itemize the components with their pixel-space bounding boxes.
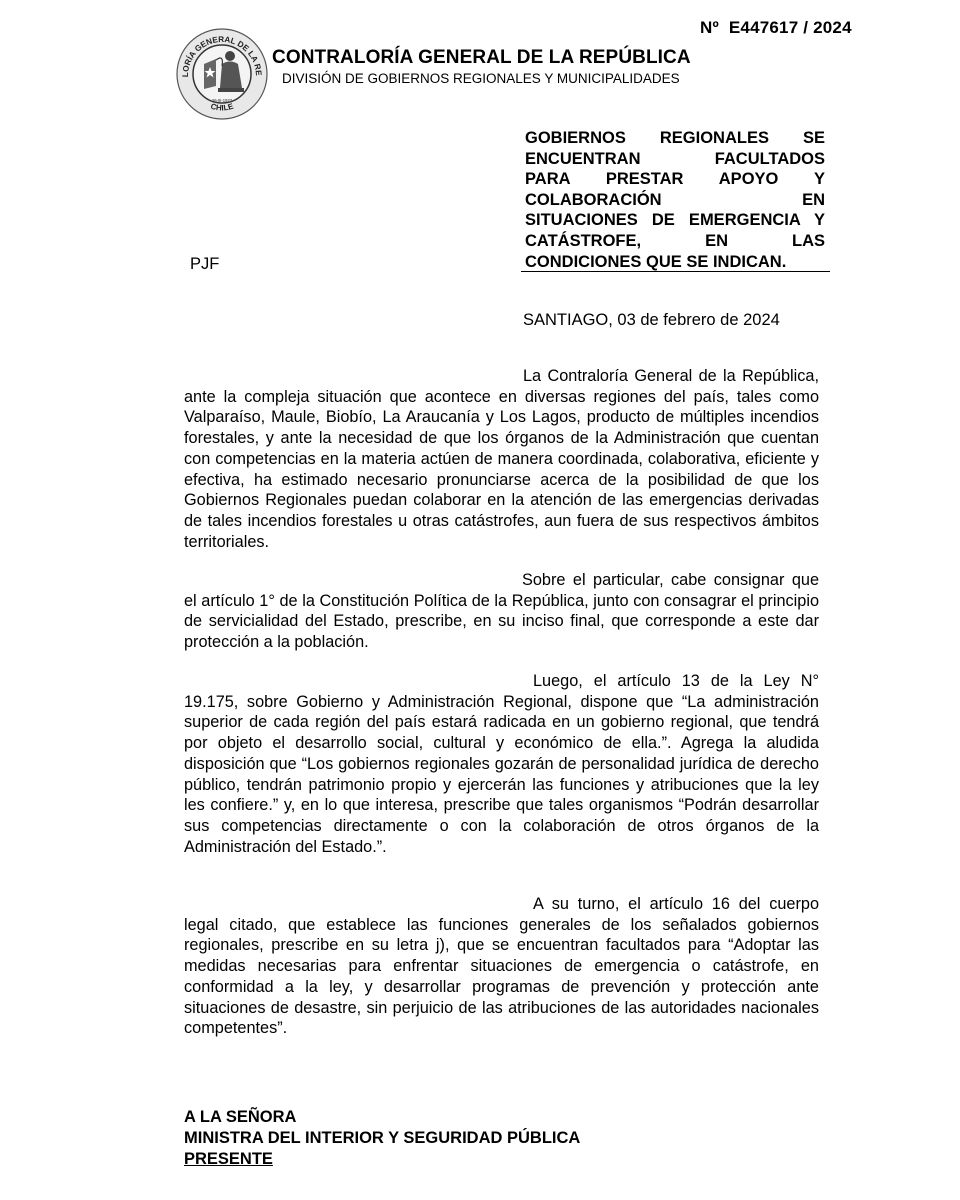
body-paragraph-1 bbox=[184, 366, 819, 552]
paragraph-text: Sobre el particular, cabe consignar que el artículo 1° de la Constitución Política de la República, junto con consagrar el principio de servicialidad del Estado, prescribe, en su inciso final, que corresponde a este dar protección a la población. bbox=[184, 571, 819, 652]
addressee-line-3: PRESENTE bbox=[184, 1150, 273, 1168]
seal-icon bbox=[172, 26, 272, 122]
body-paragraph-3 bbox=[184, 671, 819, 857]
addressee-line-2: MINISTRA DEL INTERIOR Y SEGURIDAD PÚBLICA bbox=[184, 1129, 581, 1147]
addressee-block bbox=[184, 1107, 580, 1170]
organization-name: CONTRALORÍA GENERAL DE LA REPÚBLICA bbox=[272, 47, 691, 68]
contraloria-seal-logo bbox=[172, 26, 272, 122]
document-number-value: E447617 / 2024 bbox=[728, 18, 852, 37]
subject-line: ENCUENTRAN FACULTADOS bbox=[525, 149, 825, 168]
seal-date: 26-III-1927 bbox=[211, 98, 233, 103]
body-paragraph-4 bbox=[184, 894, 819, 1039]
body-paragraph-2 bbox=[184, 570, 819, 653]
subject-line: COLABORACIÓN EN bbox=[525, 190, 825, 209]
subject-underline bbox=[521, 271, 830, 272]
document-number bbox=[700, 18, 852, 38]
seal-ring-text-top: LORÍA GENERAL DE LA RE bbox=[180, 34, 264, 78]
paragraph-text: A su turno, el artículo 16 del cuerpo legal citado, que establece las funciones generales de los señalados gobiernos regionales, prescribe en su letra j), que se encuentran facultados para “Adoptar las medidas necesarias para enfrentar situaciones de emergencia o catástrofe, en conformidad a la ley, y desarrollar programas de prevención y protección ante situaciones de desastre, sin perjuicio de las atribuciones de las autoridades nacionales competentes”. bbox=[184, 895, 819, 1038]
seal-ring-text-bottom: CHILE bbox=[209, 101, 235, 113]
subject-line: PARA PRESTAR APOYO Y bbox=[525, 170, 825, 189]
paragraph-text: La Contraloría General de la República, ante la compleja situación que acontece en diversas regiones del país, tales como Valparaíso, Maule, Biobío, La Araucanía y Los Lagos, producto de múltiples incendios forestales, y ante la necesidad de que los órganos de la Administración que cuentan con competencias en la materia actúen de manera coordinada, colaborativa, eficiente y efectiva, ha estimado necesario pronunciarse acerca de la posibilidad de que los Gobiernos Regionales puedan colaborar en la atención de las emergencias derivadas de tales incendios forestales u otras catástrofes, aun fuera de sus respectivos ámbitos territoriales. bbox=[184, 367, 819, 551]
subject-line: CONDICIONES QUE SE INDICAN. bbox=[525, 252, 787, 271]
organization-division: DIVISIÓN DE GOBIERNOS REGIONALES Y MUNICIPALIDADES bbox=[282, 71, 680, 86]
subject-line: GOBIERNOS REGIONALES SE bbox=[525, 129, 825, 147]
document-number-label: Nº bbox=[700, 18, 719, 37]
subject-line: CATÁSTROFE, EN LAS bbox=[525, 231, 825, 250]
subject-line: SITUACIONES DE EMERGENCIA Y bbox=[525, 211, 825, 230]
author-initials: PJF bbox=[190, 255, 220, 273]
date-line: SANTIAGO, 03 de febrero de 2024 bbox=[523, 311, 780, 329]
addressee-line-1: A LA SEÑORA bbox=[184, 1108, 297, 1126]
subject-block bbox=[525, 128, 825, 272]
paragraph-text: Luego, el artículo 13 de la Ley N° 19.175, sobre Gobierno y Administración Regional, dispone que “La administración superior de cada región del país estará radicada en un gobierno regional, que tendrá por objeto el desarrollo social, cultural y económico de ella.”. Agrega la aludida disposición que “Los gobiernos regionales gozarán de personalidad jurídica de derecho público, tendrán patrimonio propio y ejercerán las funciones y atribuciones que la ley les confiere.” y, en lo que interesa, prescribe que tales organismos “Podrán desarrollar sus competencias directamente o con la colaboración de otros órganos de la Administración del Estado.”. bbox=[184, 672, 819, 856]
